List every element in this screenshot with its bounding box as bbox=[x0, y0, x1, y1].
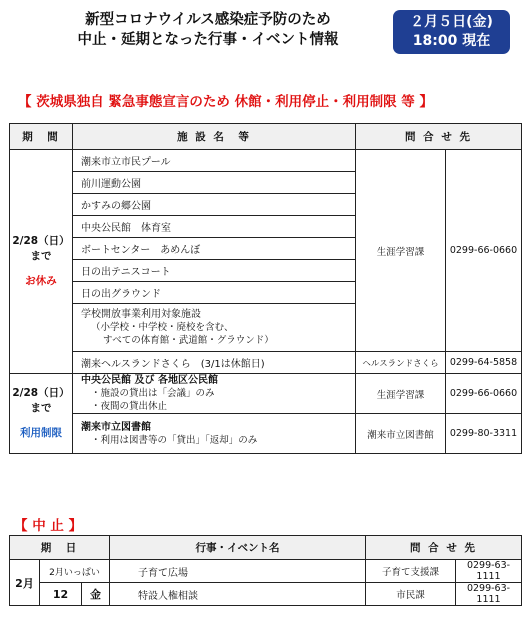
section2-heading: 【 中 止 】 bbox=[14, 518, 83, 534]
date-line-1: ２月５日(金) bbox=[410, 14, 493, 30]
cancellation-table bbox=[9, 535, 522, 606]
col-event: 行事・イベント名 bbox=[110, 536, 366, 560]
contact-dept: 生涯学習課 bbox=[356, 374, 446, 414]
table-row bbox=[10, 374, 522, 414]
table-row bbox=[10, 150, 522, 172]
title-line-1: 新型コロナウイルス感染症予防のため bbox=[85, 12, 331, 28]
contact-dept: 子育て支援課 bbox=[366, 560, 456, 583]
contact-phone: 0299-66-0660 bbox=[446, 150, 522, 352]
contact-phone: 0299-66-0660 bbox=[446, 374, 522, 414]
section1-heading: 【 茨城県独自 緊急事態宣言のため 休館・利用停止・利用制限 等 】 bbox=[18, 94, 433, 110]
facility-name: 前川運動公園 bbox=[73, 172, 356, 194]
contact-phone: 0299-64-5858 bbox=[446, 352, 522, 374]
closure-table bbox=[9, 123, 522, 454]
contact-dept: ヘルスランドさくら bbox=[356, 352, 446, 374]
event-name: 子育て広場 bbox=[110, 560, 366, 583]
date-badge bbox=[393, 10, 510, 54]
facility-name: 日の出グラウンド bbox=[73, 282, 356, 304]
facility-school: 学校開放事業利用対象施設 （小学校・中学校・廃校を含む、 すべての体育館・武道館・グラウンド） bbox=[73, 304, 356, 352]
page-title bbox=[28, 10, 388, 50]
event-day: 2月いっぱい bbox=[40, 560, 110, 583]
facility-name: 潮来市立市民プール bbox=[73, 150, 356, 172]
table-row bbox=[10, 583, 522, 606]
facility-health-land: 潮来ヘルスランドさくら (3/1は休館日) bbox=[73, 352, 356, 374]
col-contact: 問 合 せ 先 bbox=[366, 536, 522, 560]
period-closed: 2/28（日） まで お休み bbox=[10, 150, 73, 374]
facility-name: 中央公民館 体育室 bbox=[73, 216, 356, 238]
contact-phone: 0299-63-1111 bbox=[456, 583, 522, 606]
contact-dept: 生涯学習課 bbox=[356, 150, 446, 352]
col-period: 期 間 bbox=[10, 124, 73, 150]
event-name: 特設人権相談 bbox=[110, 583, 366, 606]
event-day: 12 bbox=[40, 583, 82, 606]
period-restricted: 2/28（日） まで 利用制限 bbox=[10, 374, 73, 454]
event-weekday: 金 bbox=[82, 583, 110, 606]
contact-phone: 0299-80-3311 bbox=[446, 414, 522, 454]
status-closed: お休み bbox=[25, 275, 57, 287]
facility-kominkan: 中央公民館 及び 各地区公民館 ・施設の貸出は「会議」のみ ・夜間の貸出休止 bbox=[73, 374, 356, 414]
col-facility: 施 設 名 等 bbox=[73, 124, 356, 150]
contact-dept: 市民課 bbox=[366, 583, 456, 606]
col-date: 期 日 bbox=[10, 536, 110, 560]
date-line-2: 18:00 現在 bbox=[412, 33, 491, 49]
contact-phone: 0299-63-1111 bbox=[456, 560, 522, 583]
facility-name: 日の出テニスコート bbox=[73, 260, 356, 282]
facility-name: かすみの郷公園 bbox=[73, 194, 356, 216]
month-cell: 2月 bbox=[10, 560, 40, 606]
facility-name: ボートセンター あめんぼ bbox=[73, 238, 356, 260]
table-row bbox=[10, 414, 522, 454]
col-contact: 問 合 せ 先 bbox=[356, 124, 522, 150]
status-restricted: 利用制限 bbox=[20, 427, 62, 439]
table-header-row bbox=[10, 536, 522, 560]
contact-dept: 潮来市立図書館 bbox=[356, 414, 446, 454]
facility-library: 潮来市立図書館 ・利用は図書等の「貸出」「返却」のみ bbox=[73, 414, 356, 454]
table-row bbox=[10, 352, 522, 374]
table-row bbox=[10, 560, 522, 583]
table-header-row bbox=[10, 124, 522, 150]
title-line-2: 中止・延期となった行事・イベント情報 bbox=[77, 32, 339, 48]
